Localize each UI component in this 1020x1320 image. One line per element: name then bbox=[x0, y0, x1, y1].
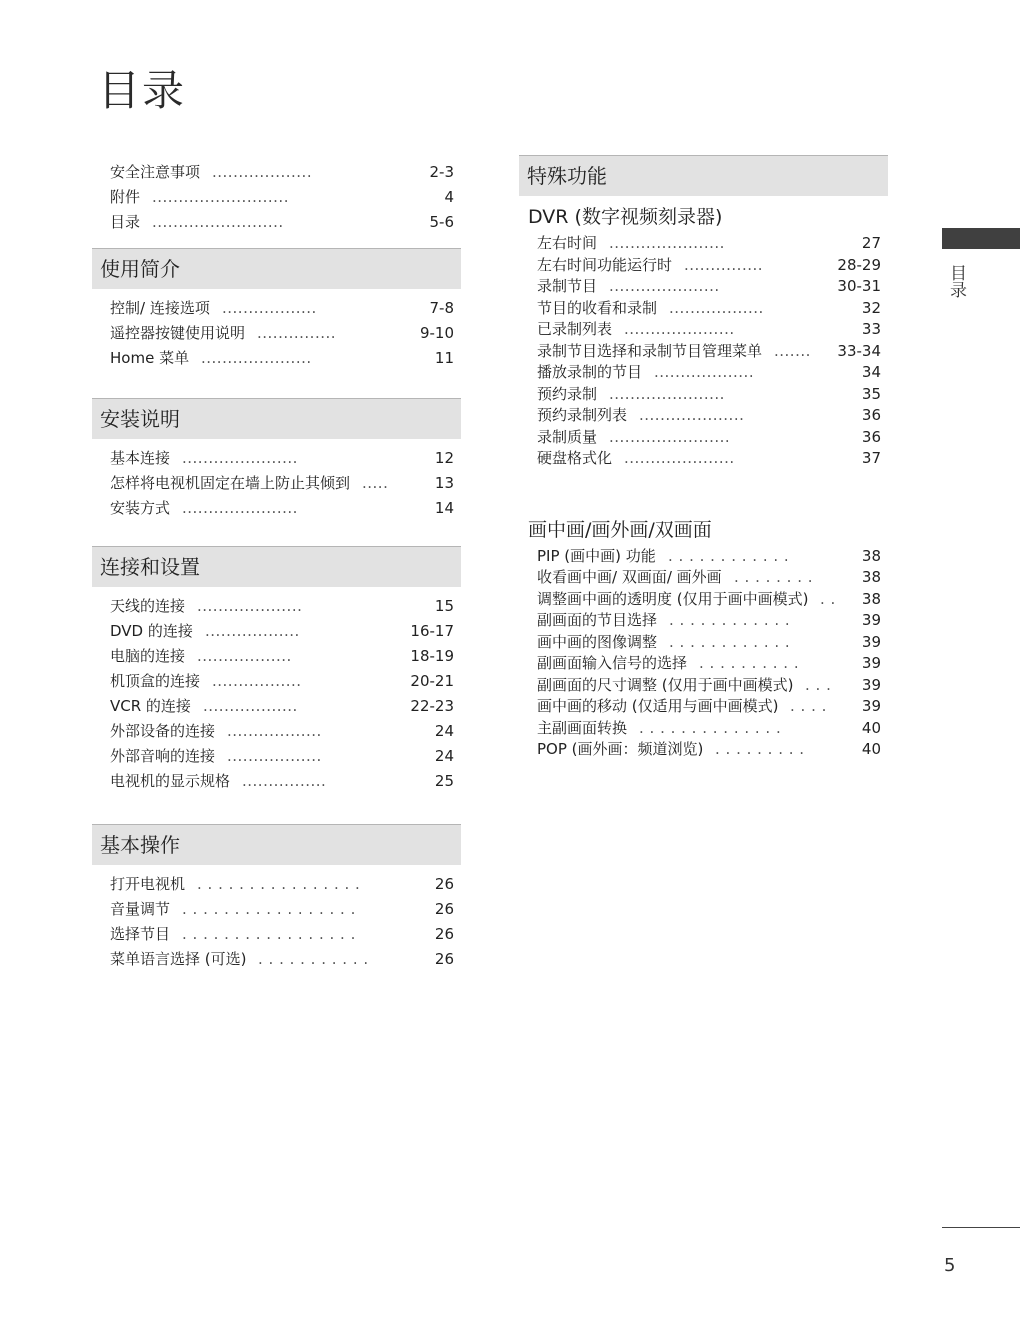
toc-entry-leader: .................. bbox=[197, 647, 292, 665]
toc-entry[interactable] bbox=[519, 675, 888, 697]
toc-entry[interactable] bbox=[92, 346, 461, 371]
toc-entry-leader: . . . . . . . . . . bbox=[699, 654, 800, 672]
toc-entry-leader: .......................... bbox=[152, 188, 289, 206]
toc-section bbox=[92, 546, 461, 794]
toc-entry-leader: ....... bbox=[774, 341, 811, 360]
toc-entry-leader: .................. bbox=[203, 697, 298, 715]
toc-entry-label: 录制节目选择和录制节目管理菜单 bbox=[537, 341, 763, 360]
toc-entry-leader: ..................... bbox=[624, 320, 735, 338]
toc-entry-page: 40 bbox=[861, 740, 881, 758]
toc-entry-label: 选择节目 bbox=[110, 925, 171, 943]
toc-entry[interactable] bbox=[519, 405, 888, 427]
toc-entry-page: 38 bbox=[861, 568, 881, 586]
toc-entry-label: 天线的连接 bbox=[110, 597, 186, 615]
toc-entry-page: 15 bbox=[434, 597, 454, 615]
toc-entry-leader: .................. bbox=[669, 298, 764, 317]
toc-entry-leader: ....................... bbox=[609, 427, 731, 446]
toc-entry-page: 4 bbox=[444, 188, 454, 206]
toc-entry-leader: ............... bbox=[684, 255, 764, 274]
section-heading-special: 特殊功能 bbox=[519, 155, 888, 196]
toc-entry-label: 左右时间 bbox=[537, 234, 598, 252]
toc-entry-leader: ................. bbox=[212, 672, 302, 690]
toc-entry[interactable] bbox=[92, 769, 461, 794]
toc-entry-label: 调整画中画的透明度 (仅用于画中画模式) bbox=[537, 589, 809, 608]
toc-entry-leader: . . bbox=[820, 589, 836, 608]
toc-entry-page: 26 bbox=[434, 875, 454, 893]
toc-entry[interactable] bbox=[519, 276, 888, 298]
toc-entry-page: 24 bbox=[434, 722, 454, 740]
toc-entry-label: 录制质量 bbox=[537, 427, 598, 446]
toc-entry-page: 24 bbox=[434, 747, 454, 765]
toc-entry-leader: ......................... bbox=[152, 213, 284, 231]
toc-entry-label: 菜单语言选择 (可选) bbox=[110, 950, 247, 968]
toc-entry-page: 20-21 bbox=[410, 672, 454, 690]
toc-entry[interactable] bbox=[519, 341, 888, 363]
toc-entry-leader: ..................... bbox=[624, 449, 735, 467]
toc-entry[interactable] bbox=[519, 718, 888, 740]
page-title: 目录 bbox=[98, 66, 187, 115]
toc-entry-leader: .................. bbox=[227, 722, 322, 740]
toc-entry-leader: .................. bbox=[227, 747, 322, 765]
section-heading: 使用简介 bbox=[92, 248, 461, 289]
toc-entry-page: 37 bbox=[861, 449, 881, 467]
toc-entry-label: 音量调节 bbox=[110, 900, 171, 918]
toc-entry[interactable] bbox=[92, 594, 461, 619]
toc-entry[interactable] bbox=[92, 694, 461, 719]
toc-entry[interactable] bbox=[519, 384, 888, 406]
toc-entry-label: 副画面的节目选择 bbox=[537, 611, 658, 629]
toc-entry-page: 39 bbox=[861, 654, 881, 672]
toc-entry-page: 34 bbox=[861, 363, 881, 381]
toc-entry[interactable] bbox=[92, 644, 461, 669]
toc-section bbox=[92, 248, 461, 371]
toc-entry-label: 遥控器按键使用说明 bbox=[110, 324, 246, 342]
section-entries bbox=[92, 872, 461, 972]
toc-entry-page: 39 bbox=[861, 611, 881, 629]
toc-entry[interactable] bbox=[519, 610, 888, 632]
toc-entry[interactable] bbox=[519, 448, 888, 470]
toc-entry-label: 附件 bbox=[110, 188, 141, 206]
toc-entry-label: 打开电视机 bbox=[110, 875, 186, 893]
toc-entry-leader: ................ bbox=[242, 772, 327, 790]
toc-entry[interactable] bbox=[519, 319, 888, 341]
toc-entry[interactable] bbox=[92, 872, 461, 897]
toc-entry-leader: .................. bbox=[222, 299, 317, 317]
side-tab-label: 目录 bbox=[946, 264, 966, 298]
toc-entry[interactable] bbox=[519, 589, 888, 611]
toc-entry-leader: ................... bbox=[212, 163, 313, 181]
toc-entry-label: 副画面输入信号的选择 bbox=[537, 654, 688, 672]
toc-entry[interactable] bbox=[92, 744, 461, 769]
toc-entry-label: Home 菜单 bbox=[110, 349, 190, 367]
toc-entry-page: 7-8 bbox=[429, 299, 454, 317]
toc-entry[interactable] bbox=[519, 632, 888, 654]
toc-entry-leader: ..................... bbox=[201, 349, 312, 367]
toc-entry-leader: . . . . . . . . . . . . . . . . bbox=[197, 875, 361, 893]
toc-entry-page: 36 bbox=[861, 427, 881, 446]
subheading-dvr: DVR (数字视频刻录器) bbox=[528, 206, 723, 228]
toc-entry-label: 基本连接 bbox=[110, 449, 171, 467]
toc-entry-page: 39 bbox=[861, 632, 881, 651]
toc-section bbox=[92, 398, 461, 521]
toc-entry-label: 预约录制 bbox=[537, 384, 598, 403]
section-heading: 连接和设置 bbox=[92, 546, 461, 587]
pip-list bbox=[519, 546, 888, 761]
toc-entry-page: 28-29 bbox=[837, 255, 881, 274]
toc-entry-leader: . . . . . . . . . . . . . . bbox=[639, 718, 782, 737]
toc-entry-leader: ..... bbox=[362, 474, 389, 492]
toc-entry-leader: . . . . . . . . . . . . bbox=[669, 632, 791, 651]
toc-entry[interactable] bbox=[92, 947, 461, 972]
toc-entry-label: 怎样将电视机固定在墙上防止其倾到 bbox=[110, 474, 351, 492]
toc-entry-leader: ............... bbox=[257, 324, 337, 342]
toc-entry-label: 收看画中画/ 双画面/ 画外画 bbox=[537, 568, 722, 586]
toc-entry-page: 36 bbox=[861, 406, 881, 424]
toc-entry-page: 35 bbox=[861, 384, 881, 403]
toc-entry-label: 副画面的尺寸调整 (仅用于画中画模式) bbox=[537, 675, 794, 694]
toc-entry-page: 26 bbox=[434, 925, 454, 943]
toc-entry-page: 27 bbox=[861, 234, 881, 252]
right-column bbox=[519, 155, 888, 761]
toc-entry-label: 画中画的移动 (仅适用与画中画模式) bbox=[537, 697, 779, 715]
toc-entry-leader: . . . . bbox=[790, 697, 827, 715]
toc-entry-leader: ...................... bbox=[182, 449, 298, 467]
toc-entry[interactable] bbox=[519, 233, 888, 255]
toc-entry[interactable] bbox=[92, 897, 461, 922]
footer-rule bbox=[942, 1227, 1020, 1228]
subheading-pip: 画中画/画外画/双画面 bbox=[528, 518, 712, 541]
toc-entry-label: 外部音响的连接 bbox=[110, 747, 216, 765]
toc-entry-leader: . . . . . . . . . . . . . . . . . bbox=[182, 925, 356, 943]
toc-entry[interactable] bbox=[519, 546, 888, 568]
toc-entry-label: 左右时间功能运行时 bbox=[537, 255, 673, 274]
section-entries bbox=[92, 594, 461, 794]
toc-section bbox=[92, 824, 461, 972]
toc-entry-label: 录制节目 bbox=[537, 277, 598, 295]
left-sections bbox=[92, 248, 461, 972]
toc-entry-page: 38 bbox=[861, 546, 881, 565]
toc-entry-leader: .................. bbox=[205, 622, 300, 640]
toc-entry[interactable] bbox=[519, 653, 888, 675]
toc-entry[interactable] bbox=[92, 669, 461, 694]
toc-entry-leader: . . . . . . . . . . . . bbox=[669, 611, 791, 629]
toc-entry-page: 30-31 bbox=[837, 277, 881, 295]
toc-entry-label: 电视机的显示规格 bbox=[110, 772, 231, 790]
intro-list bbox=[92, 160, 461, 235]
toc-entry[interactable] bbox=[92, 922, 461, 947]
toc-entry-page: 2-3 bbox=[429, 163, 454, 181]
toc-entry[interactable] bbox=[519, 696, 888, 718]
toc-entry-leader: . . . . . . . . . . . . . . . . . bbox=[182, 900, 356, 918]
section-heading: 基本操作 bbox=[92, 824, 461, 865]
page-number: 5 bbox=[944, 1255, 956, 1276]
toc-entry-label: 硬盘格式化 bbox=[537, 449, 613, 467]
toc-entry-page: 39 bbox=[861, 697, 881, 715]
toc-entry-label: 播放录制的节目 bbox=[537, 363, 643, 381]
side-tab-bar bbox=[942, 228, 1020, 249]
toc-entry-page: 33-34 bbox=[837, 341, 881, 360]
toc-entry-label: 安装方式 bbox=[110, 499, 171, 517]
toc-entry[interactable] bbox=[92, 296, 461, 321]
toc-entry-page: 11 bbox=[434, 349, 454, 367]
toc-entry-label: 电脑的连接 bbox=[110, 647, 186, 665]
toc-entry-page: 9-10 bbox=[419, 324, 454, 342]
toc-entry[interactable] bbox=[519, 739, 888, 761]
toc-entry-page: 26 bbox=[434, 950, 454, 968]
toc-entry-label: 节目的收看和录制 bbox=[537, 298, 658, 317]
toc-entry-leader: . . . . . . . . . . . . bbox=[668, 546, 790, 565]
toc-entry-page: 5-6 bbox=[429, 213, 454, 231]
left-column bbox=[92, 160, 461, 972]
section-entries bbox=[92, 446, 461, 521]
toc-entry-label: POP (画外画：频道浏览) bbox=[537, 740, 704, 758]
toc-entry-label: 主副画面转换 bbox=[537, 718, 628, 737]
toc-entry-page: 39 bbox=[861, 675, 881, 694]
toc-entry-leader: . . . . . . . . . bbox=[715, 740, 805, 758]
toc-entry-label: 已录制列表 bbox=[537, 320, 613, 338]
toc-entry-leader: ................... bbox=[654, 363, 755, 381]
toc-entry[interactable] bbox=[519, 567, 888, 589]
toc-entry[interactable] bbox=[92, 210, 461, 235]
toc-entry-page: 33 bbox=[861, 320, 881, 338]
toc-entry-label: VCR 的连接 bbox=[110, 697, 191, 715]
toc-entry-page: 22-23 bbox=[410, 697, 454, 715]
toc-entry[interactable] bbox=[92, 471, 461, 496]
toc-entry-page: 18-19 bbox=[410, 647, 454, 665]
toc-entry[interactable] bbox=[519, 362, 888, 384]
toc-entry-label: 外部设备的连接 bbox=[110, 722, 216, 740]
toc-entry[interactable] bbox=[519, 298, 888, 320]
toc-entry[interactable] bbox=[519, 255, 888, 277]
toc-entry-page: 40 bbox=[861, 718, 881, 737]
toc-entry-page: 26 bbox=[434, 900, 454, 918]
toc-entry-page: 14 bbox=[434, 499, 454, 517]
toc-entry[interactable] bbox=[92, 619, 461, 644]
toc-entry-label: DVD 的连接 bbox=[110, 622, 193, 640]
toc-entry[interactable] bbox=[92, 446, 461, 471]
toc-entry-page: 25 bbox=[434, 772, 454, 790]
toc-entry-label: 机顶盒的连接 bbox=[110, 672, 201, 690]
toc-entry[interactable] bbox=[92, 719, 461, 744]
toc-entry-leader: ...................... bbox=[609, 384, 725, 403]
toc-entry-page: 32 bbox=[861, 298, 881, 317]
toc-entry[interactable] bbox=[92, 160, 461, 185]
toc-entry-leader: ...................... bbox=[609, 234, 725, 252]
toc-entry-leader: ...................... bbox=[182, 499, 298, 517]
section-entries bbox=[92, 296, 461, 371]
toc-entry-label: PIP (画中画) 功能 bbox=[537, 546, 656, 565]
toc-entry-label: 画中画的图像调整 bbox=[537, 632, 658, 651]
toc-entry[interactable] bbox=[92, 185, 461, 210]
toc-entry-page: 12 bbox=[434, 449, 454, 467]
toc-entry[interactable] bbox=[92, 496, 461, 521]
toc-entry-page: 38 bbox=[861, 589, 881, 608]
dvr-list bbox=[519, 233, 888, 470]
toc-entry-leader: .................... bbox=[197, 597, 303, 615]
toc-entry-label: 目录 bbox=[110, 213, 141, 231]
toc-entry-label: 安全注意事项 bbox=[110, 163, 201, 181]
toc-entry-leader: . . . . . . . . . . . bbox=[258, 950, 369, 968]
toc-entry-leader: ..................... bbox=[609, 277, 720, 295]
toc-entry-leader: .................... bbox=[639, 406, 745, 424]
toc-entry[interactable] bbox=[519, 427, 888, 449]
toc-entry-page: 13 bbox=[434, 474, 454, 492]
toc-entry-label: 控制/ 连接选项 bbox=[110, 299, 210, 317]
section-heading: 安装说明 bbox=[92, 398, 461, 439]
toc-entry-leader: . . . . . . . . bbox=[734, 568, 814, 586]
toc-entry[interactable] bbox=[92, 321, 461, 346]
toc-entry-label: 预约录制列表 bbox=[537, 406, 628, 424]
toc-entry-leader: . . . bbox=[805, 675, 832, 694]
toc-entry-page: 16-17 bbox=[410, 622, 454, 640]
